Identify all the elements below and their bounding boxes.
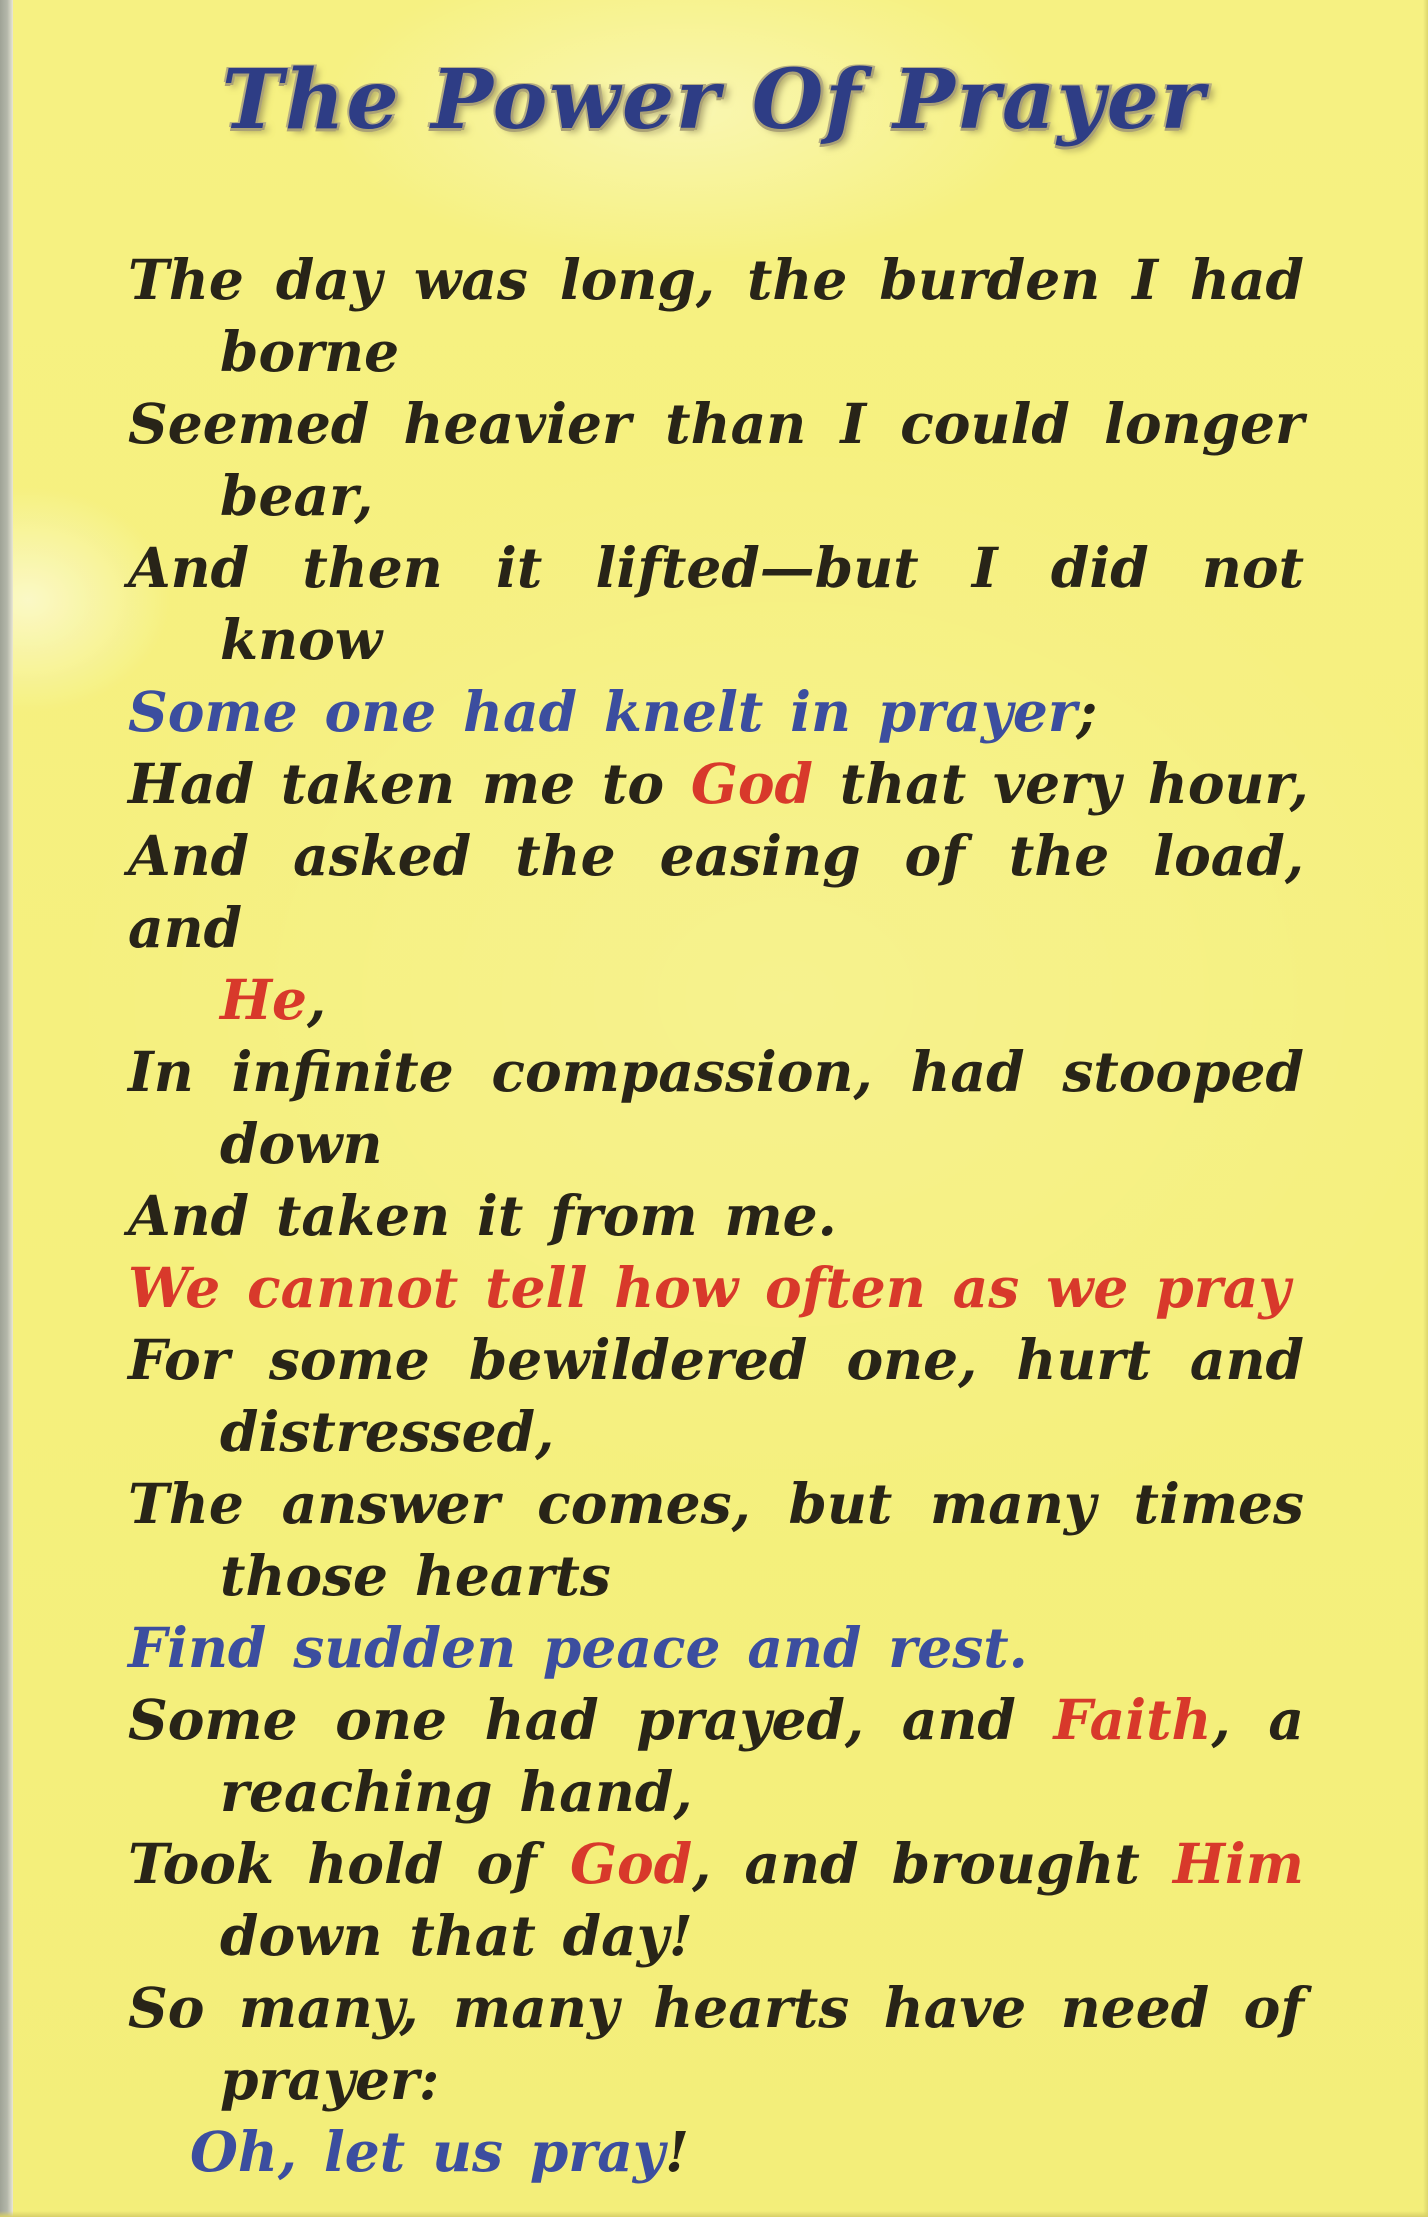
poem-segment: So many, many hearts have need of	[128, 1975, 1304, 2040]
poem-segment: Find sudden peace and rest.	[128, 1615, 1028, 1680]
poem-segment: down	[220, 1111, 383, 1176]
poem-line	[220, 316, 1304, 388]
poem-segment: ;	[1076, 679, 1098, 744]
poem-line	[220, 1540, 1304, 1612]
poem-segment: Him	[1172, 1831, 1304, 1896]
poem-segment: Took hold of	[128, 1831, 571, 1896]
poem-segment: Oh, let us pray	[190, 2119, 665, 2184]
poem-segment: distressed,	[220, 1399, 555, 1464]
poem-line	[128, 1828, 1304, 1900]
poem-line	[128, 1252, 1304, 1324]
poem-line	[220, 1756, 1304, 1828]
poem-segment: prayer:	[220, 2047, 440, 2112]
card-title: The Power Of Prayer	[221, 52, 1207, 148]
poem-segment: Some one had prayed, and	[128, 1687, 1054, 1752]
poem-segment: ,	[306, 967, 327, 1032]
poem-line	[220, 460, 1304, 532]
scan-edge-right	[1423, 0, 1428, 2217]
poem-line	[220, 1108, 1304, 1180]
poem-segment: !	[664, 2119, 690, 2184]
poem-segment: Had taken me to	[128, 751, 691, 816]
poem-segment: For some bewildered one, hurt and	[128, 1327, 1304, 1392]
scan-edge-left	[0, 0, 13, 2217]
poem-line	[220, 1900, 1304, 1972]
poem-segment: Seemed heavier than I could longer	[128, 391, 1304, 456]
poem-line	[128, 676, 1304, 748]
poem-segment: that very hour,	[813, 751, 1309, 816]
poem-segment: God	[570, 1831, 693, 1896]
poem-segment: know	[220, 607, 383, 672]
poem-segment: God	[690, 751, 813, 816]
poem-line	[128, 820, 1304, 964]
poem-segment: reaching hand,	[220, 1759, 693, 1824]
poem	[128, 244, 1309, 2188]
poem-segment: The answer comes, but many times	[128, 1471, 1304, 1536]
poem-line	[128, 532, 1304, 604]
poem-line	[128, 1468, 1304, 1540]
poem-segment: bear,	[220, 463, 374, 528]
poem-line	[190, 2116, 1304, 2188]
poem-line	[128, 1612, 1304, 1684]
poem-segment: Some one had knelt in prayer	[128, 679, 1077, 744]
scan-edge-bottom	[0, 2211, 1428, 2217]
poem-line	[220, 1396, 1304, 1468]
poem-segment: down that day!	[220, 1903, 693, 1968]
poem-line	[128, 1324, 1304, 1396]
poem-line	[128, 1180, 1304, 1252]
poem-line	[220, 964, 1304, 1036]
poem-line	[220, 2044, 1304, 2116]
poem-line	[128, 1972, 1304, 2044]
poem-segment: , a	[1211, 1687, 1304, 1752]
poem-line	[128, 244, 1304, 316]
poem-segment: those hearts	[220, 1543, 611, 1608]
poem-line	[128, 1684, 1304, 1756]
poem-segment: He	[220, 967, 307, 1032]
poem-segment: , and brought	[692, 1831, 1173, 1896]
poem-segment: And then it lifted—but I did not	[128, 535, 1304, 600]
poem-segment: And taken it from me.	[128, 1183, 837, 1248]
poem-segment: Faith	[1053, 1687, 1212, 1752]
poem-segment: In infinite compassion, had stooped	[128, 1039, 1304, 1104]
poem-line	[220, 604, 1304, 676]
poem-segment: borne	[220, 319, 400, 384]
poem-line	[128, 388, 1304, 460]
poem-segment: And asked the easing of the load, and	[128, 823, 1304, 960]
poem-segment: We cannot tell how often as we pray	[128, 1255, 1291, 1320]
poem-line	[128, 748, 1309, 820]
poem-segment: The day was long, the burden I had	[128, 247, 1304, 312]
poem-line	[128, 1036, 1304, 1108]
